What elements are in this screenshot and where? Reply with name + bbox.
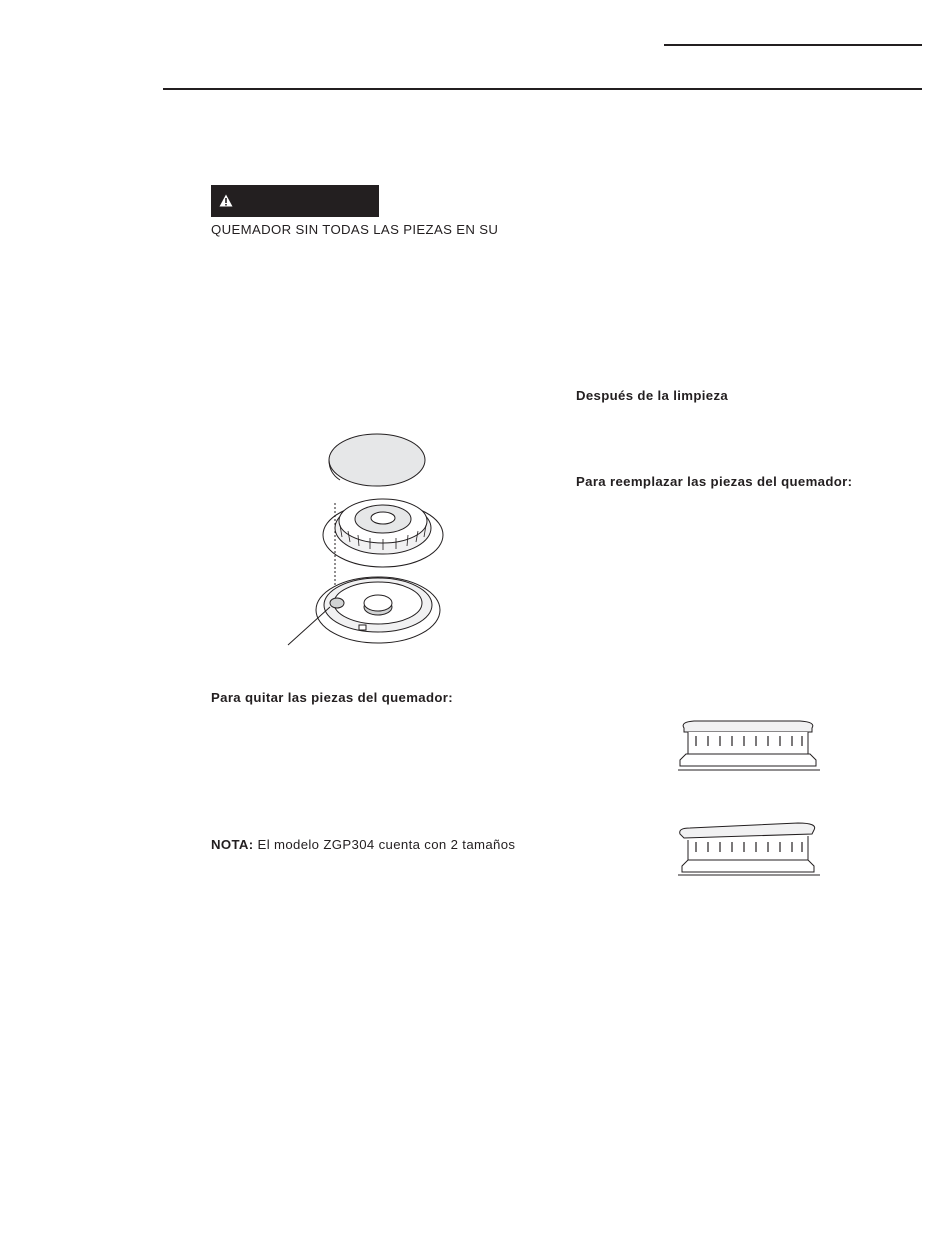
warning-text: QUEMADOR SIN TODAS LAS PIEZAS EN SU bbox=[211, 222, 499, 237]
remove-parts-heading: Para quitar las piezas del quemador: bbox=[211, 690, 453, 705]
warning-banner bbox=[211, 185, 379, 217]
note-paragraph bbox=[211, 837, 515, 852]
warning-triangle-icon bbox=[219, 194, 233, 207]
note-text: El modelo ZGP304 cuenta con 2 tamaños bbox=[253, 837, 516, 852]
burner-side-view-misaligned bbox=[670, 820, 826, 878]
burner-exploded-illustration bbox=[280, 425, 450, 650]
header-rule-short bbox=[664, 44, 922, 46]
note-label: NOTA: bbox=[211, 837, 254, 852]
burner-side-view-aligned bbox=[670, 718, 826, 776]
after-cleaning-heading: Después de la limpieza bbox=[576, 388, 729, 403]
header-rule bbox=[163, 88, 922, 90]
replace-parts-heading: Para reemplazar las piezas del quemador: bbox=[576, 474, 853, 489]
